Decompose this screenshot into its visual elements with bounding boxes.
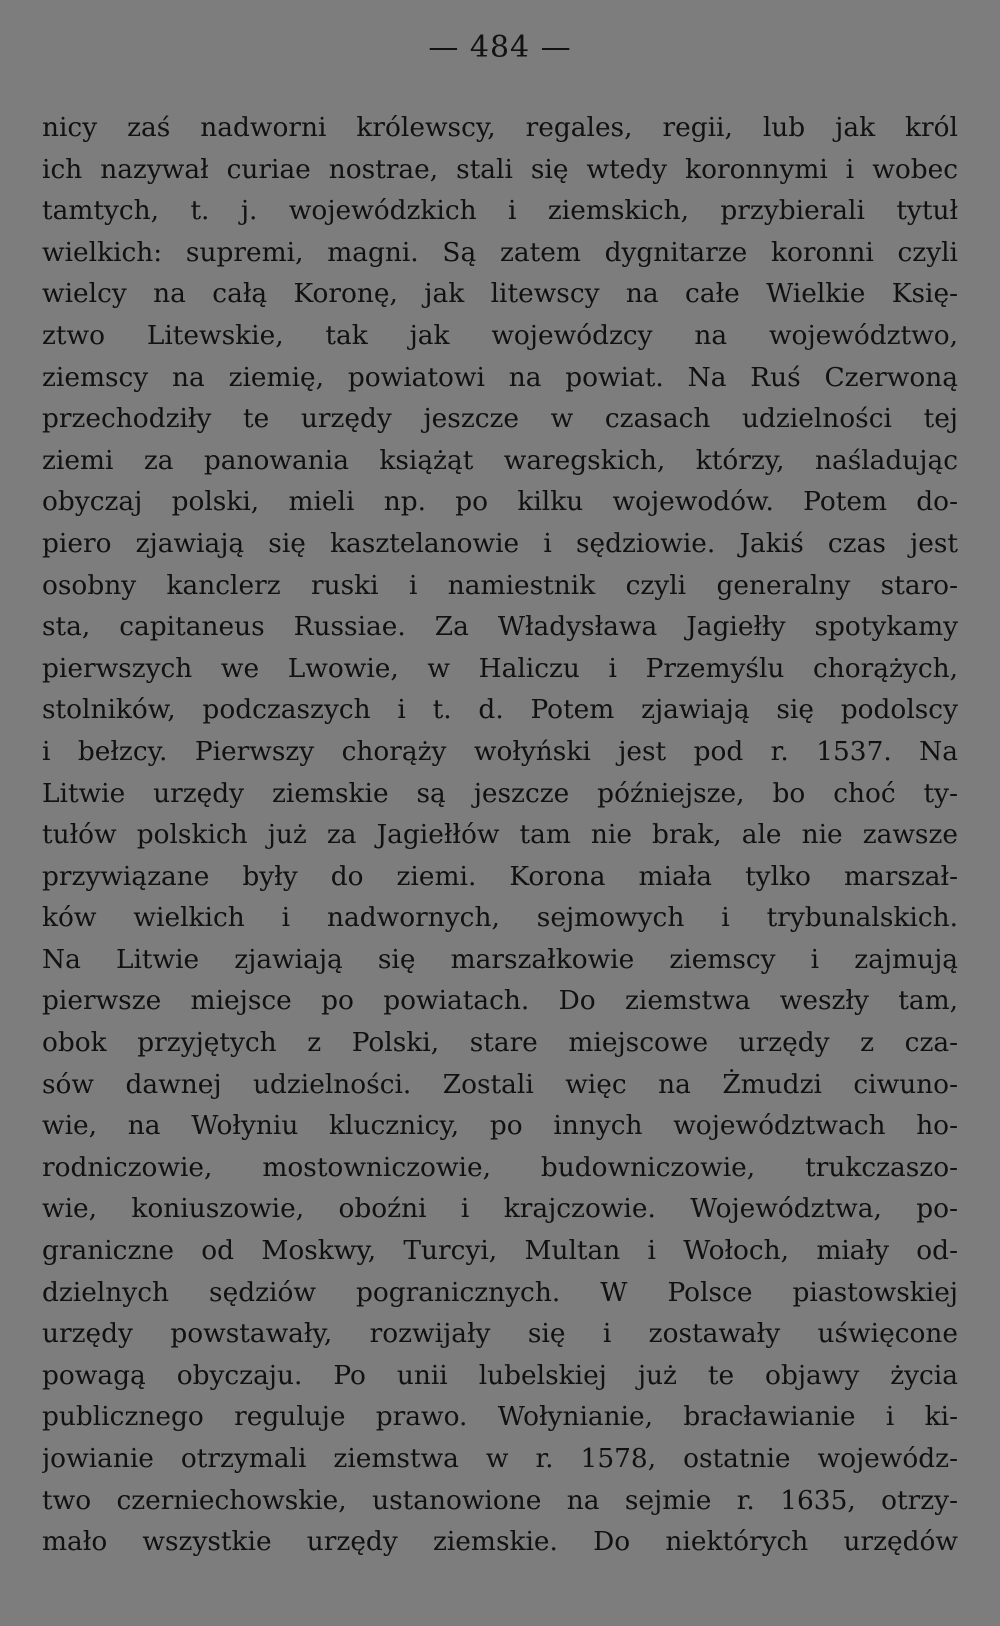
text-line: sów dawnej udzielności. Zostali więc na Żmudzi ciwuno- bbox=[42, 1068, 958, 1100]
text-line: ków wielkich i nadwornych, sejmowych i trybunalskich. bbox=[42, 902, 958, 934]
text-line: ztwo Litewskie, tak jak wojewódzcy na województwo, bbox=[42, 319, 958, 351]
text-line: osobny kanclerz ruski i namiestnik czyli generalny staro- bbox=[42, 569, 958, 601]
text-line: mało wszystkie urzędy ziemskie. Do niektórych urzędów bbox=[42, 1526, 958, 1558]
text-line: piero zjawiają się kasztelanowie i sędziowie. Jakiś czas jest bbox=[42, 527, 958, 559]
text-line: jowianie otrzymali ziemstwa w r. 1578, ostatnie wojewódz- bbox=[42, 1443, 958, 1474]
text-line: ziemi za panowania książąt waregskich, którzy, naśladując bbox=[42, 444, 958, 476]
body-text bbox=[42, 107, 958, 1563]
text-line: ich nazywał curiae nostrae, stali się wtedy koronnymi i wobec bbox=[42, 153, 958, 185]
text-line: urzędy powstawały, rozwijały się i zostawały uświęcone bbox=[42, 1318, 958, 1350]
text-line: obyczaj polski, mieli np. po kilku wojewodów. Potem do- bbox=[42, 486, 958, 518]
text-line: dzielnych sędziów pogranicznych. W Polsce piastowskiej bbox=[42, 1276, 958, 1308]
text-line: przechodziły te urzędy jeszcze w czasach udzielności tej bbox=[42, 403, 958, 435]
text-line: tułów polskich już za Jagiełłów tam nie brak, ale nie zawsze bbox=[42, 819, 958, 851]
text-line: pierwszych we Lwowie, w Haliczu i Przemyślu chorążych, bbox=[42, 652, 958, 684]
text-line: pierwsze miejsce po powiatach. Do ziemstwa weszły tam, bbox=[42, 985, 958, 1017]
text-line: powagą obyczaju. Po unii lubelskiej już te objawy życia bbox=[42, 1359, 958, 1391]
text-line: publicznego reguluje prawo. Wołynianie, bracławianie i ki- bbox=[42, 1401, 958, 1433]
page-number: — 484 — bbox=[428, 30, 572, 65]
text-line: wielkich: supremi, magni. Są zatem dygnitarze koronni czyli bbox=[42, 236, 958, 268]
text-line: stolników, podczaszych i t. d. Potem zjawiają się podolscy bbox=[42, 694, 958, 726]
text-line: nicy zaś nadworni królewscy, regales, regii, lub jak król bbox=[42, 112, 958, 143]
text-line: two czerniechowskie, ustanowione na sejmie r. 1635, otrzy- bbox=[42, 1484, 958, 1516]
text-line: wielcy na całą Koronę, jak litewscy na całe Wielkie Księ- bbox=[42, 278, 958, 310]
text-line: sta, capitaneus Russiae. Za Władysława Jagiełły spotykamy bbox=[42, 611, 958, 643]
text-line: Na Litwie zjawiają się marszałkowie ziemscy i zajmują bbox=[42, 943, 958, 975]
text-line: rodniczowie, mostowniczowie, budowniczowie, trukczaszo- bbox=[42, 1151, 958, 1183]
text-line: wie, koniuszowie, oboźni i krajczowie. Województwa, po- bbox=[42, 1193, 958, 1225]
text-line: i bełzcy. Pierwszy chorąży wołyński jest pod r. 1537. Na bbox=[42, 735, 958, 767]
text-line: graniczne od Moskwy, Turcyi, Multan i Wołoch, miały od- bbox=[42, 1235, 958, 1267]
text-line: obok przyjętych z Polski, stare miejscowe urzędy z cza- bbox=[42, 1027, 958, 1059]
text-line: przywiązane były do ziemi. Korona miała tylko marszał- bbox=[42, 860, 958, 892]
text-line: Litwie urzędy ziemskie są jeszcze późniejsze, bo choć ty- bbox=[42, 777, 958, 809]
text-line: wie, na Wołyniu klucznicy, po innych województwach ho- bbox=[42, 1110, 958, 1142]
text-line: tamtych, t. j. wojewódzkich i ziemskich, przybierali tytuł bbox=[42, 195, 958, 227]
text-line: ziemscy na ziemię, powiatowi na powiat. Na Ruś Czerwoną bbox=[42, 361, 958, 393]
